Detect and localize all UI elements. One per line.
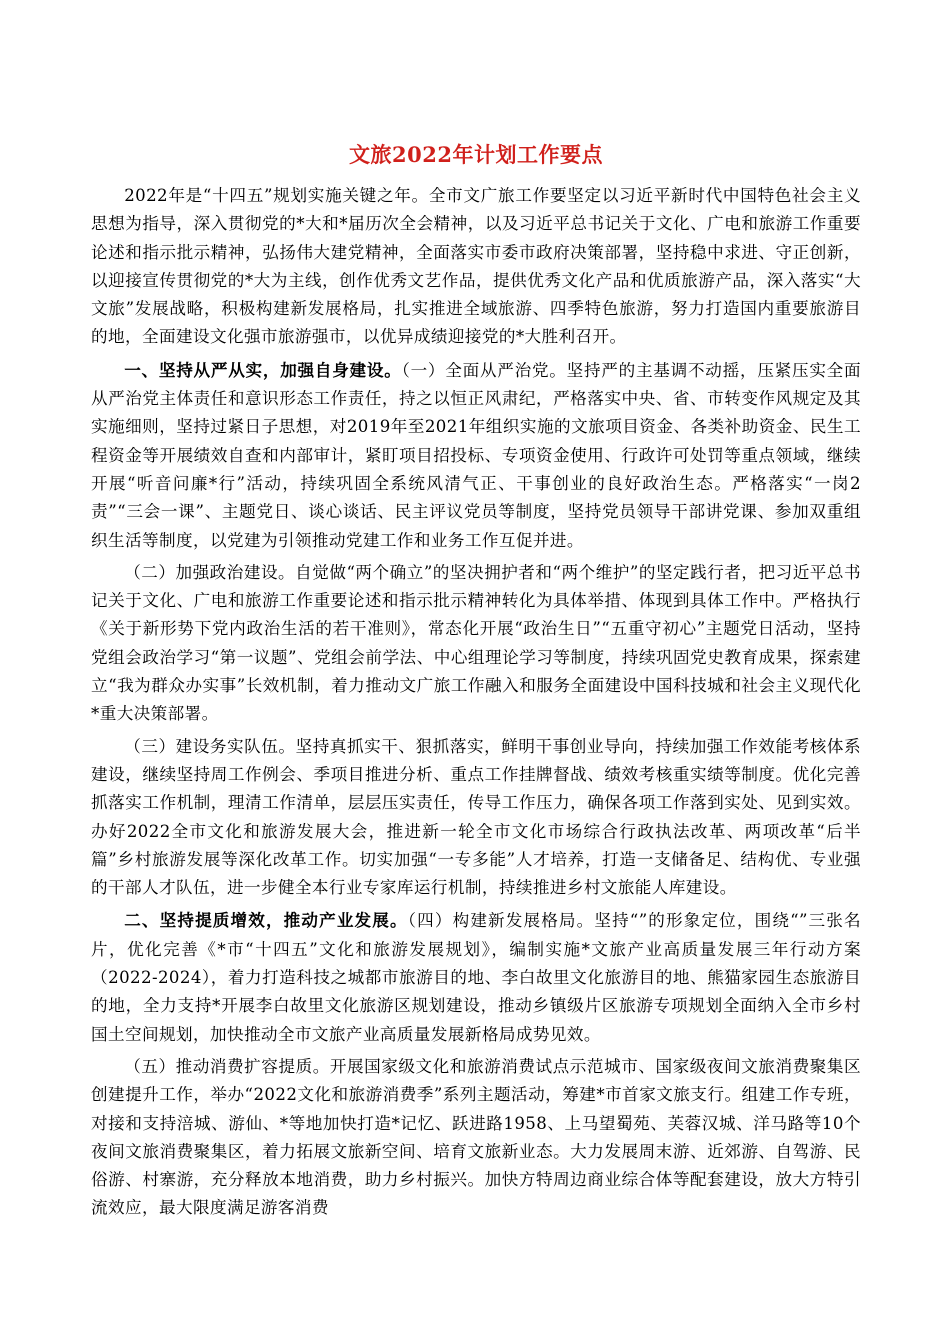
paragraph-item-5 bbox=[91, 1053, 861, 1223]
paragraph-text: 2022年是“十四五”规划实施关键之年。全市文广旅工作要坚定以习近平新时代中国特色社会主义思想为指导，深入贯彻党的*大和*届历次全会精神，以及习近平总书记关于文化、广电和旅游工作重要论述和指示批示精神，弘扬伟大建党精神，全面落实市委市政府决策部署，坚持稳中求进、守正创新，以迎接宣传贯彻党的*大为主线，创作优秀文艺作品，提供优秀文化产品和优质旅游产品，深入落实“大文旅”发展战略，积极构建新发展格局，扎实推进全域旅游、四季特色旅游，努力打造国内重要旅游目的地，全面建设文化强市旅游强市，以优异成绩迎接党的*大胜利召开。 bbox=[91, 186, 861, 347]
paragraph-section-1 bbox=[91, 356, 861, 555]
section-heading: 二、坚持提质增效，推动产业发展。 bbox=[124, 910, 408, 931]
paragraph-item-2 bbox=[91, 559, 861, 729]
section-heading: 一、坚持从严从实，加强自身建设。 bbox=[124, 359, 402, 380]
paragraph-item-3 bbox=[91, 733, 861, 903]
document-page bbox=[91, 140, 861, 1227]
paragraph-intro bbox=[91, 182, 861, 352]
paragraph-section-2 bbox=[91, 906, 861, 1048]
paragraph-text: （四）构建新发展格局。坚持“”的形象定位，围绕“”三张名片，优化完善《*市“十四五”文化和旅游发展规划》，编制实施*文旅产业高质量发展三年行动方案（2022-2024），着力打造科技之城都市旅游目的地、李白故里文化旅游目的地、熊猫家园生态旅游目的地，全力支持*开展李白故里文化旅游区规划建设，推动乡镇级片区旅游专项规划全面纳入全市乡村国土空间规划，加快推动全市文旅产业高质量发展新格局成势见效。 bbox=[91, 911, 861, 1044]
document-title: 文旅2022年计划工作要点 bbox=[349, 142, 603, 167]
paragraph-text: （一）全面从严治党。坚持严的主基调不动摇，压紧压实全面从严治党主体责任和意识形态工作责任，持之以恒正风肃纪，严格落实中央、省、市转变作风规定及其实施细则，坚持过紧日子思想，对2019年至2021年组织实施的文旅项目资金、各类补助资金、民生工程资金等开展绩效自查和内部审计，紧盯项目招投标、专项资金使用、行政许可处罚等重点领域，继续开展“听音问廉*行”活动，持续巩固全系统风清气正、干事创业的良好政治生态。严格落实“一岗2责”“三会一课”、主题党日、谈心谈话、民主评议党员等制度，坚持党员领导干部讲党课、参加双重组织生活等制度，以党建为引领推动党建工作和业务工作互促并进。 bbox=[91, 360, 861, 550]
paragraph-text: （三）建设务实队伍。坚持真抓实干、狠抓落实，鲜明干事创业导向，持续加强工作效能考核体系建设，继续坚持周工作例会、季项目推进分析、重点工作挂牌督战、绩效考核重实绩等制度。优化完善抓落实工作机制，理清工作清单，层层压实责任，传导工作压力，确保各项工作落到实处、见到实效。办好2022全市文化和旅游发展大会，推进新一轮全市文化市场综合行政执法改革、两项改革“后半篇”乡村旅游发展等深化改革工作。切实加强“一专多能”人才培养，打造一支储备足、结构优、专业强的干部人才队伍，进一步健全本行业专家库运行机制，持续推进乡村文旅能人库建设。 bbox=[91, 736, 861, 898]
paragraph-text: （五）推动消费扩容提质。开展国家级文化和旅游消费试点示范城市、国家级夜间文旅消费聚集区创建提升工作，举办“2022文化和旅游消费季”系列主题活动，筹建*市首家文旅支行。组建工作专班，对接和支持涪城、游仙、*等地加快打造*记忆、跃进路1958、上马望蜀苑、芙蓉汉城、洋马路等10个夜间文旅消费聚集区，着力拓展文旅新空间、培育文旅新业态。大力发展周末游、近郊游、自驾游、民俗游、村寨游，充分释放本地消费，助力乡村振兴。加快方特周边商业综合体等配套建设，放大方特引流效应，最大限度满足游客消费 bbox=[91, 1056, 861, 1218]
paragraph-text: （二）加强政治建设。自觉做“两个确立”的坚决拥护者和“两个维护”的坚定践行者，把习近平总书记关于文化、广电和旅游工作重要论述和指示批示精神转化为具体举措、体现到具体工作中。严格执行《关于新形势下党内政治生活的若干准则》，常态化开展“政治生日”“五重守初心”主题党日活动，坚持党组会政治学习“第一议题”、党组会前学法、中心组理论学习等制度，持续巩固党史教育成果，探索建立“我为群众办实事”长效机制，着力推动文广旅工作融入和服务全面建设中国科技城和社会主义现代化*重大决策部署。 bbox=[91, 562, 861, 724]
